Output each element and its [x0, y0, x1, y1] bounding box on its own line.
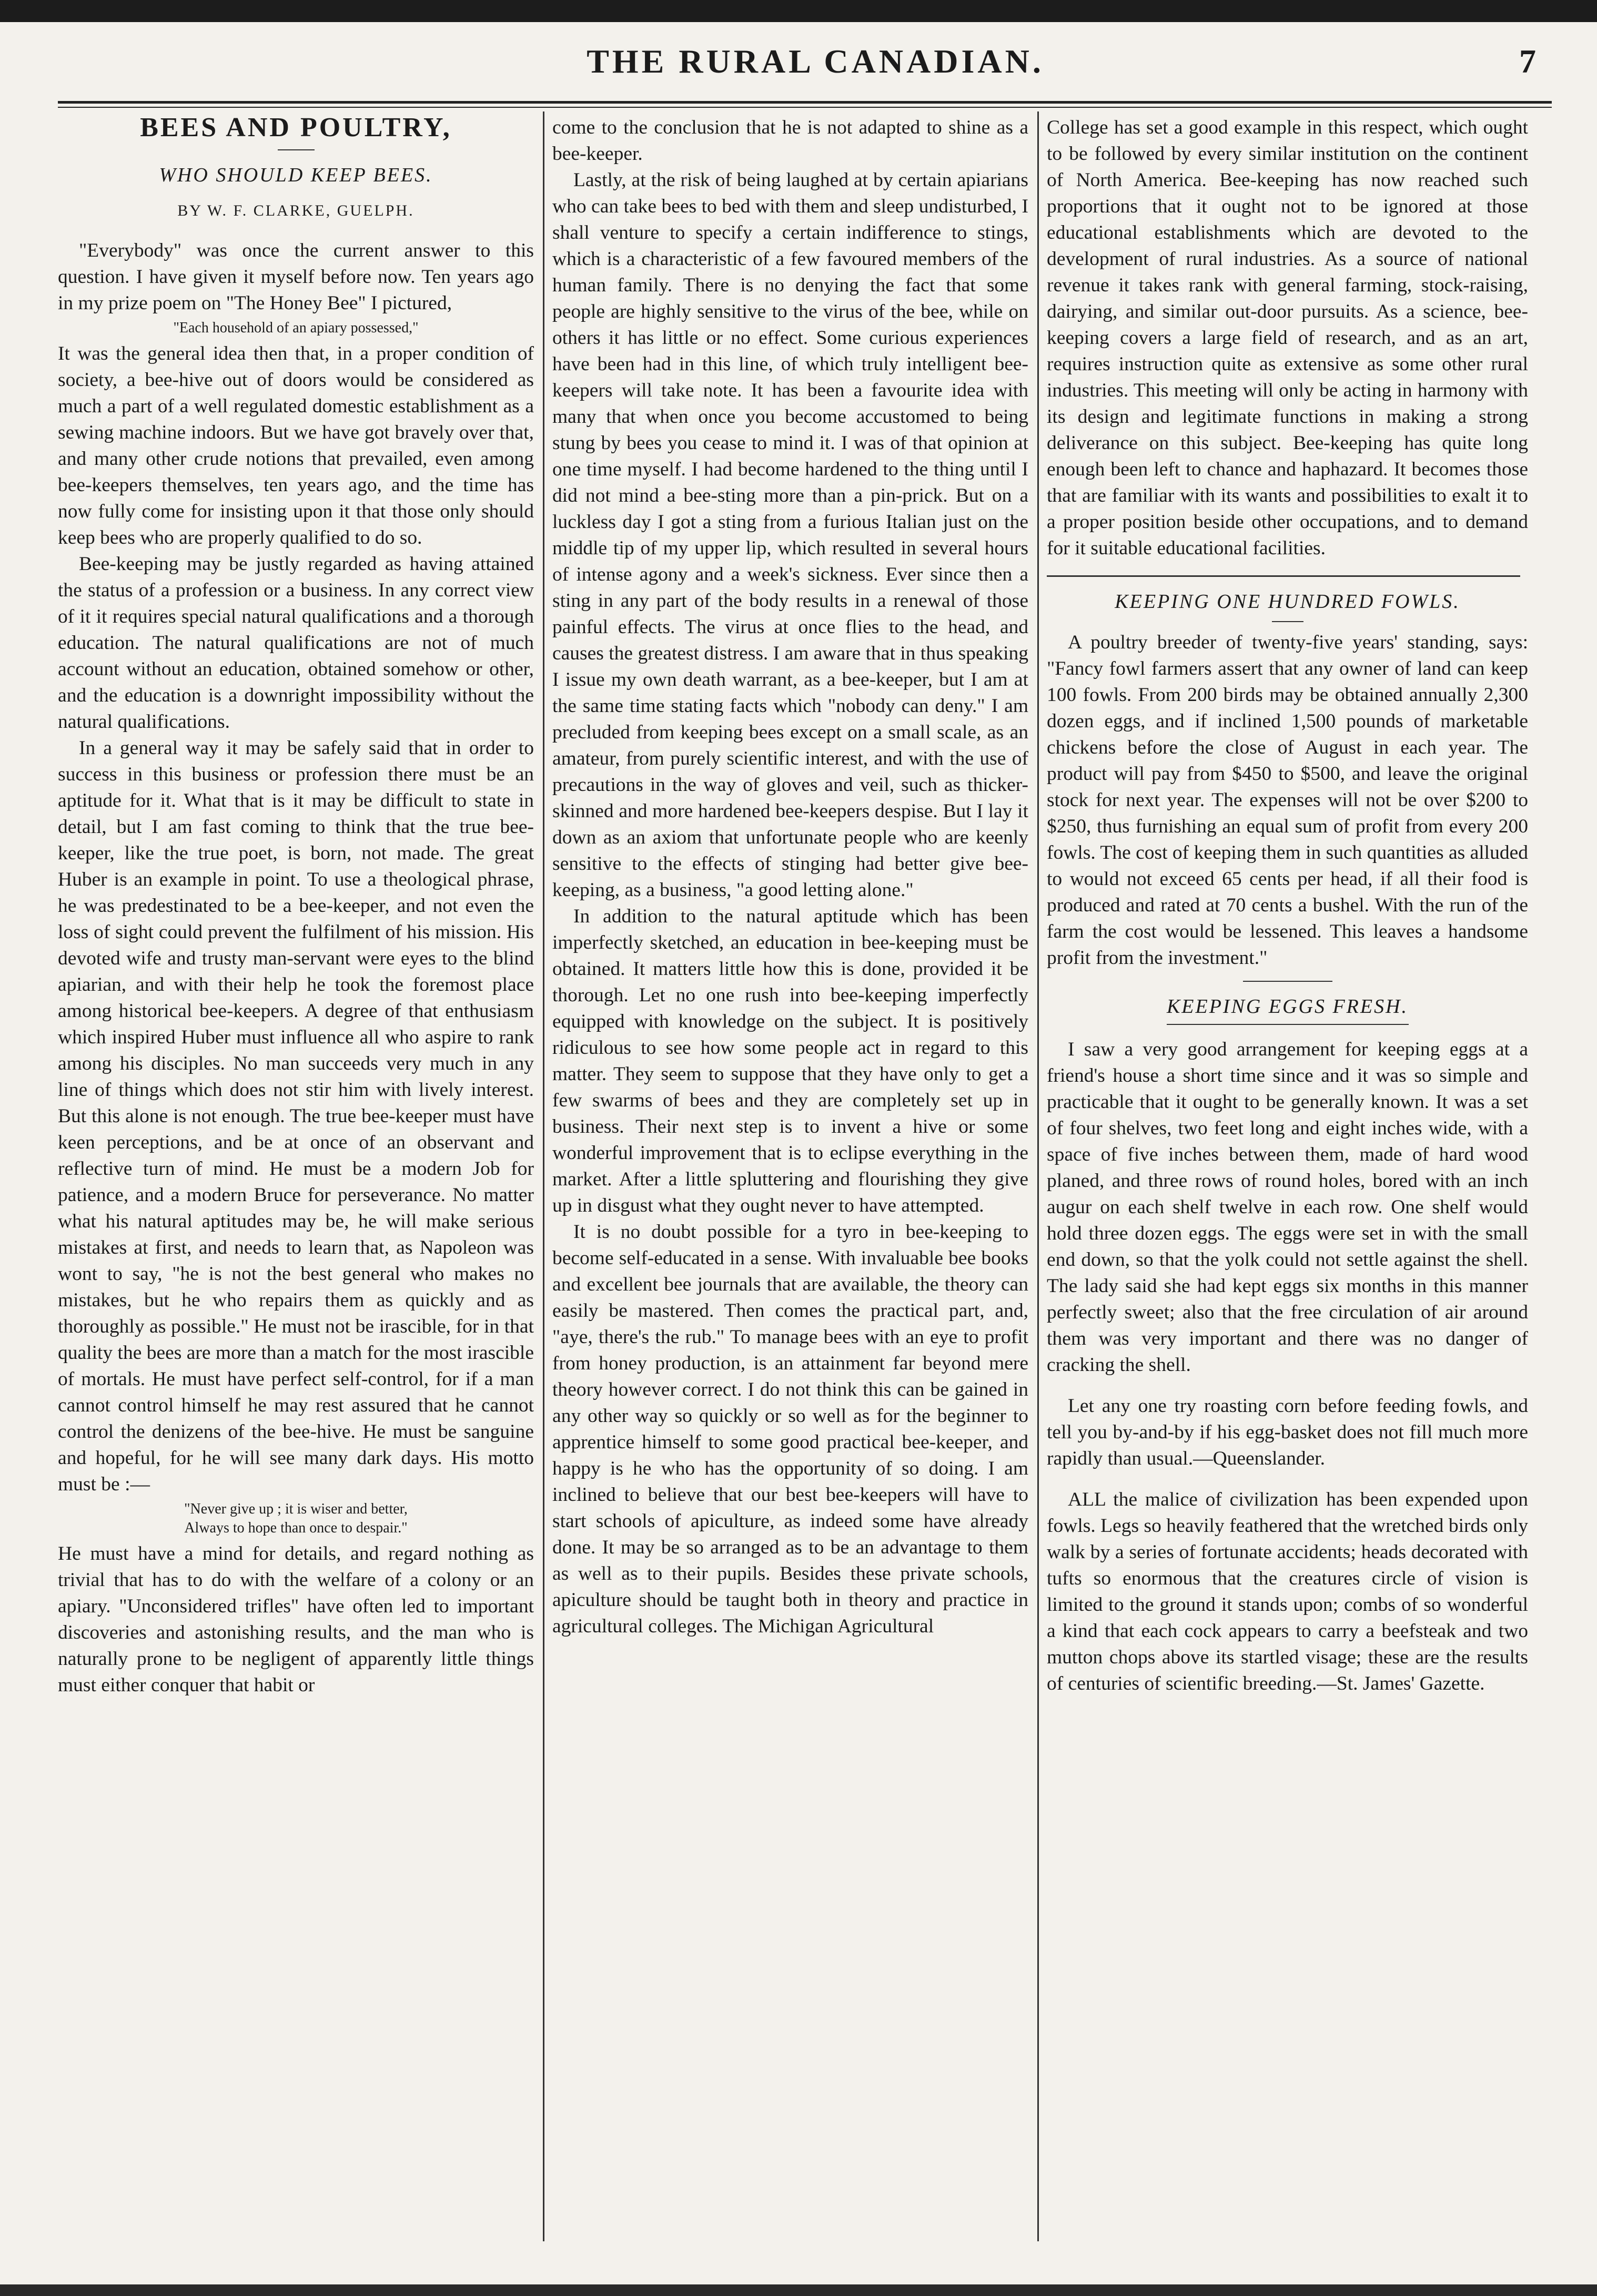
paragraph: It was the general idea then that, in a proper condition of society, a bee-hive out of doors would be considered as much a part of a well regulated domestic establishment as a sewing machine indoors. But we have got bravely over that, and many other crude notions that prevailed, even among bee-keepers themselves, ten years ago, and the time has now fully come for insisting upon it that those only should keep bees who are properly qualified to do so. — [58, 343, 534, 548]
column-divider-1 — [543, 111, 544, 2241]
column-3 — [1047, 115, 1528, 1697]
page-header — [58, 32, 1573, 95]
column-divider-2 — [1037, 111, 1039, 2241]
paragraph: He must have a mind for details, and regard nothing as trivial that has to do with the welfare of a colony or an apiary. "Unconsidered trifles" have often led to important discoveries and astonishing results, and the man who is naturally prone to be negligent of apparently little things must either conquer that habit or — [58, 1543, 534, 1696]
heading-separator — [1272, 621, 1303, 622]
verse-quote: "Each household of an apiary possessed," — [173, 320, 419, 336]
heading-separator — [1167, 1024, 1409, 1025]
heading-separator — [278, 149, 315, 150]
page-number: 7 — [1519, 43, 1536, 80]
paragraph: A poultry breeder of twenty-five years' standing, says: "Fancy fowl farmers assert that any owner of land can keep 100 fowls. From 200 birds may be obtained annually 2,300 dozen eggs, and if inclined 1,500 pounds of marketable chickens before the close of August in each year. The product will pay from $450 to $500, and leave the original stock for next year. The expenses will not be over $200 to $250, thus furnishing an equal sum of profit from every 200 fowls. The cost of keeping them in such quantities as alluded to would not exceed 65 cents per head, if all their food is produced and rated at 70 cents a bushel. With the run of the farm the cost would be lessened. This leaves a handsome profit from the investment." — [1047, 632, 1528, 969]
section-rule — [1047, 575, 1520, 577]
verse-quote: "Never give up ; it is wiser and better, — [184, 1501, 408, 1517]
header-rule-thin — [58, 107, 1552, 108]
verse-quote: Always to hope than once to despair." — [184, 1520, 408, 1536]
paragraph: It is no doubt possible for a tyro in bee-keeping to become self-educated in a sense. With invaluable bee books and excellent bee journals that are available, the theory can easily be mastered. Then comes the practical part, and, "aye, there's the rub." To manage bees with an eye to profit from honey production, is an attainment far beyond mere theory however correct. I do not think this can be gained in any other way so quickly or so well as for the beginner to apprentice himself to some good practical bee-keeper, and happy is he who has the opportunity of so doing. I am inclined to believe that our best bee-keepers will have to start schools of apiculture, as indeed some have already done. It may be so arranged as to be an advantage to them as well as to their pupils. Besides these private schools, apiculture should be taught both in theory and practice in agricultural colleges. The Michigan Agricultural — [552, 1221, 1028, 1637]
paragraph: come to the conclusion that he is not adapted to shine as a bee-keeper. — [552, 117, 1028, 165]
paragraph: Bee-keeping may be justly regarded as having attained the status of a profession or a business. In any correct view of it it requires special natural qualifications and a thorough education. The natural qualifications are not of much account without an education, obtained somehow or other, and the education is a downright impossibility without the natural qualifications. — [58, 553, 534, 733]
article-heading-eggs-fresh: KEEPING EGGS FRESH. — [1166, 995, 1409, 1018]
paragraph: I saw a very good arrangement for keeping eggs at a friend's house a short time since and it was so simple and practicable that it ought to be generally known. It was a set of four shelves, two feet long and eight inches wide, with a space of five inches between them, made of hard wood planed, and three rows of round holes, bored with an inch augur on each shelf twelve in each row. One shelf would hold three dozen eggs. The eggs were set in with the small end down, so that the yolk could not settle against the shell. The lady said she had kept eggs six months in this manner perfectly sweet; also that the free circulation of air around them was very important and there was no danger of cracking the shell. — [1047, 1039, 1528, 1376]
top-scan-edge — [0, 0, 1597, 22]
article-heading-hundred-fowls: KEEPING ONE HUNDRED FOWLS. — [1115, 591, 1460, 613]
article-heading-bees-poultry: BEES AND POULTRY, — [140, 113, 452, 143]
masthead-title: THE RURAL CANADIAN. — [587, 43, 1044, 80]
article-subheading-who-keep-bees: WHO SHOULD KEEP BEES. — [159, 164, 433, 186]
paragraph: Lastly, at the risk of being laughed at by certain apiarians who can take bees to bed with them and sleep undisturbed, I shall venture to specify a certain indifference to stings, which is a characteristic of a few favoured members of the human family. There is no denying the fact that some people are highly sensitive to the virus of the bee, while on others it has little or no effect. Some curious experiences have been had in this line, of which truly intelligent bee-keepers will take note. It has been a favourite idea with many that when once you become accustomed to being stung by bees you cease to mind it. I was of that opinion at one time myself. I had become hardened to the thing until I did not mind a bee-sting more than a pin-prick. But on a luckless day I got a sting from a furious Italian just on the middle tip of my upper lip, which resulted in several hours of intense agony and a week's sickness. Ever since then a sting in any part of the body results in a renewal of those painful effects. The virus at once flies to the head, and causes the greatest distress. I am aware that in thus speaking I issue my own death warrant, as a bee-keeper, but I am at the same time stating facts which "nobody can deny." I am precluded from keeping bees except on a small scale, as an amateur, from purely scientific interest, and with the use of precautions in the way of gloves and veil, such as thicker-skinned and more hardened bee-keepers despise. But I lay it down as an axiom that unfortunate people who are keenly sensitive to the effects of stinging had better give bee-keeping, as a business, "a good letting alone." — [552, 169, 1028, 901]
paragraph: Let any one try roasting corn before feeding fowls, and tell you by-and-by if his egg-basket does not fill much more rapidly than usual.—Queenslander. — [1047, 1395, 1528, 1469]
article-byline: BY W. F. CLARKE, GUELPH. — [177, 202, 415, 219]
paragraph: College has set a good example in this respect, which ought to be followed by every similar institution on the continent of North America. Bee-keeping has now reached such proportions that it ought not to be ignored at those educational establishments which are devoted to the development of rural industries. As a source of national revenue it takes rank with general farming, stock-raising, dairying, and similar out-door pursuits. As a science, bee-keeping covers a large field of research, and as an art, requires instruction quite as extensive as some other rural industries. This meeting will only be acting in harmony with its design and legitimate functions in making a strong deliverance on this subject. Bee-keeping has quite long enough been left to chance and haphazard. It becomes those that are familiar with its wants and possibilities to exalt it to a proper position beside other occupations, and to demand for it suitable educational facilities. — [1047, 117, 1528, 559]
paragraph: "Everybody" was once the current answer to this question. I have given it myself before now. Ten years ago in my prize poem on "The Honey Bee" I pictured, — [58, 240, 534, 314]
paragraph: ALL the malice of civilization has been expended upon fowls. Legs so heavily feathered that the wretched birds only walk by a series of fortunate accidents; heads decorated with tufts so enormous that the creatures circle of vision is limited to the ground it stands upon; combs of so wonderful a kind that each cock appears to carry a beefsteak and two mutton chops above its startled visage; these are the results of centuries of scientific breeding.—St. James' Gazette. — [1047, 1489, 1528, 1694]
section-rule — [1243, 981, 1332, 982]
paragraph: In a general way it may be safely said that in order to success in this business or profession there must be an aptitude for it. What that is it may be difficult to state in detail, but I am fast coming to think that the true bee-keeper, like the true poet, is born, not made. The great Huber is an example in point. To use a theological phrase, he was predestinated to be a bee-keeper, and not even the loss of sight could prevent the fulfilment of his mission. His devoted wife and trusty man-servant were eyes to the blind apiarian, and with their help he took the foremost place among historical bee-keepers. A degree of that enthusiasm which inspired Huber must influence all who aspire to rank among his disciples. No man succeeds very much in any line of things which does not stir him with lively interest. But this alone is not enough. The true bee-keeper must have keen perceptions, and be at once of an observant and reflective turn of mind. He must be a modern Job for patience, and a modern Bruce for perseverance. No matter what his natural aptitudes may be, he will make serious mistakes at first, and needs to learn that, as Napoleon was wont to say, "he is not the best general who makes no mistakes, but he who repairs them as quickly and as thoroughly as possible." He must not be irascible, for in that quality the bees are more than a match for the most irascible of mortals. He must have perfect self-control, for if a man cannot control himself he may rest assured that he cannot control the denizens of the bee-hive. He must be sanguine and hopeful, for he will see many dark days. His motto must be :— — [58, 737, 534, 1495]
header-rule-thick — [58, 101, 1552, 104]
bottom-scan-edge — [0, 2284, 1597, 2296]
column-1 — [58, 115, 534, 1699]
column-2 — [552, 115, 1028, 1640]
paragraph: In addition to the natural aptitude which has been imperfectly sketched, an education in bee-keeping must be obtained. It matters little how this is done, provided it be thorough. Let no one rush into bee-keeping imperfectly equipped with knowledge on the subject. It is positively ridiculous to see how some people act in regard to this matter. They seem to suppose that they have only to get a few swarms of bees and they are completely set up in business. Their next step is to invent a hive or some wonderful improvement that is to eclipse everything in the market. After a little spluttering and flourishing they give up in disgust what they ought never to have attempted. — [552, 906, 1028, 1216]
